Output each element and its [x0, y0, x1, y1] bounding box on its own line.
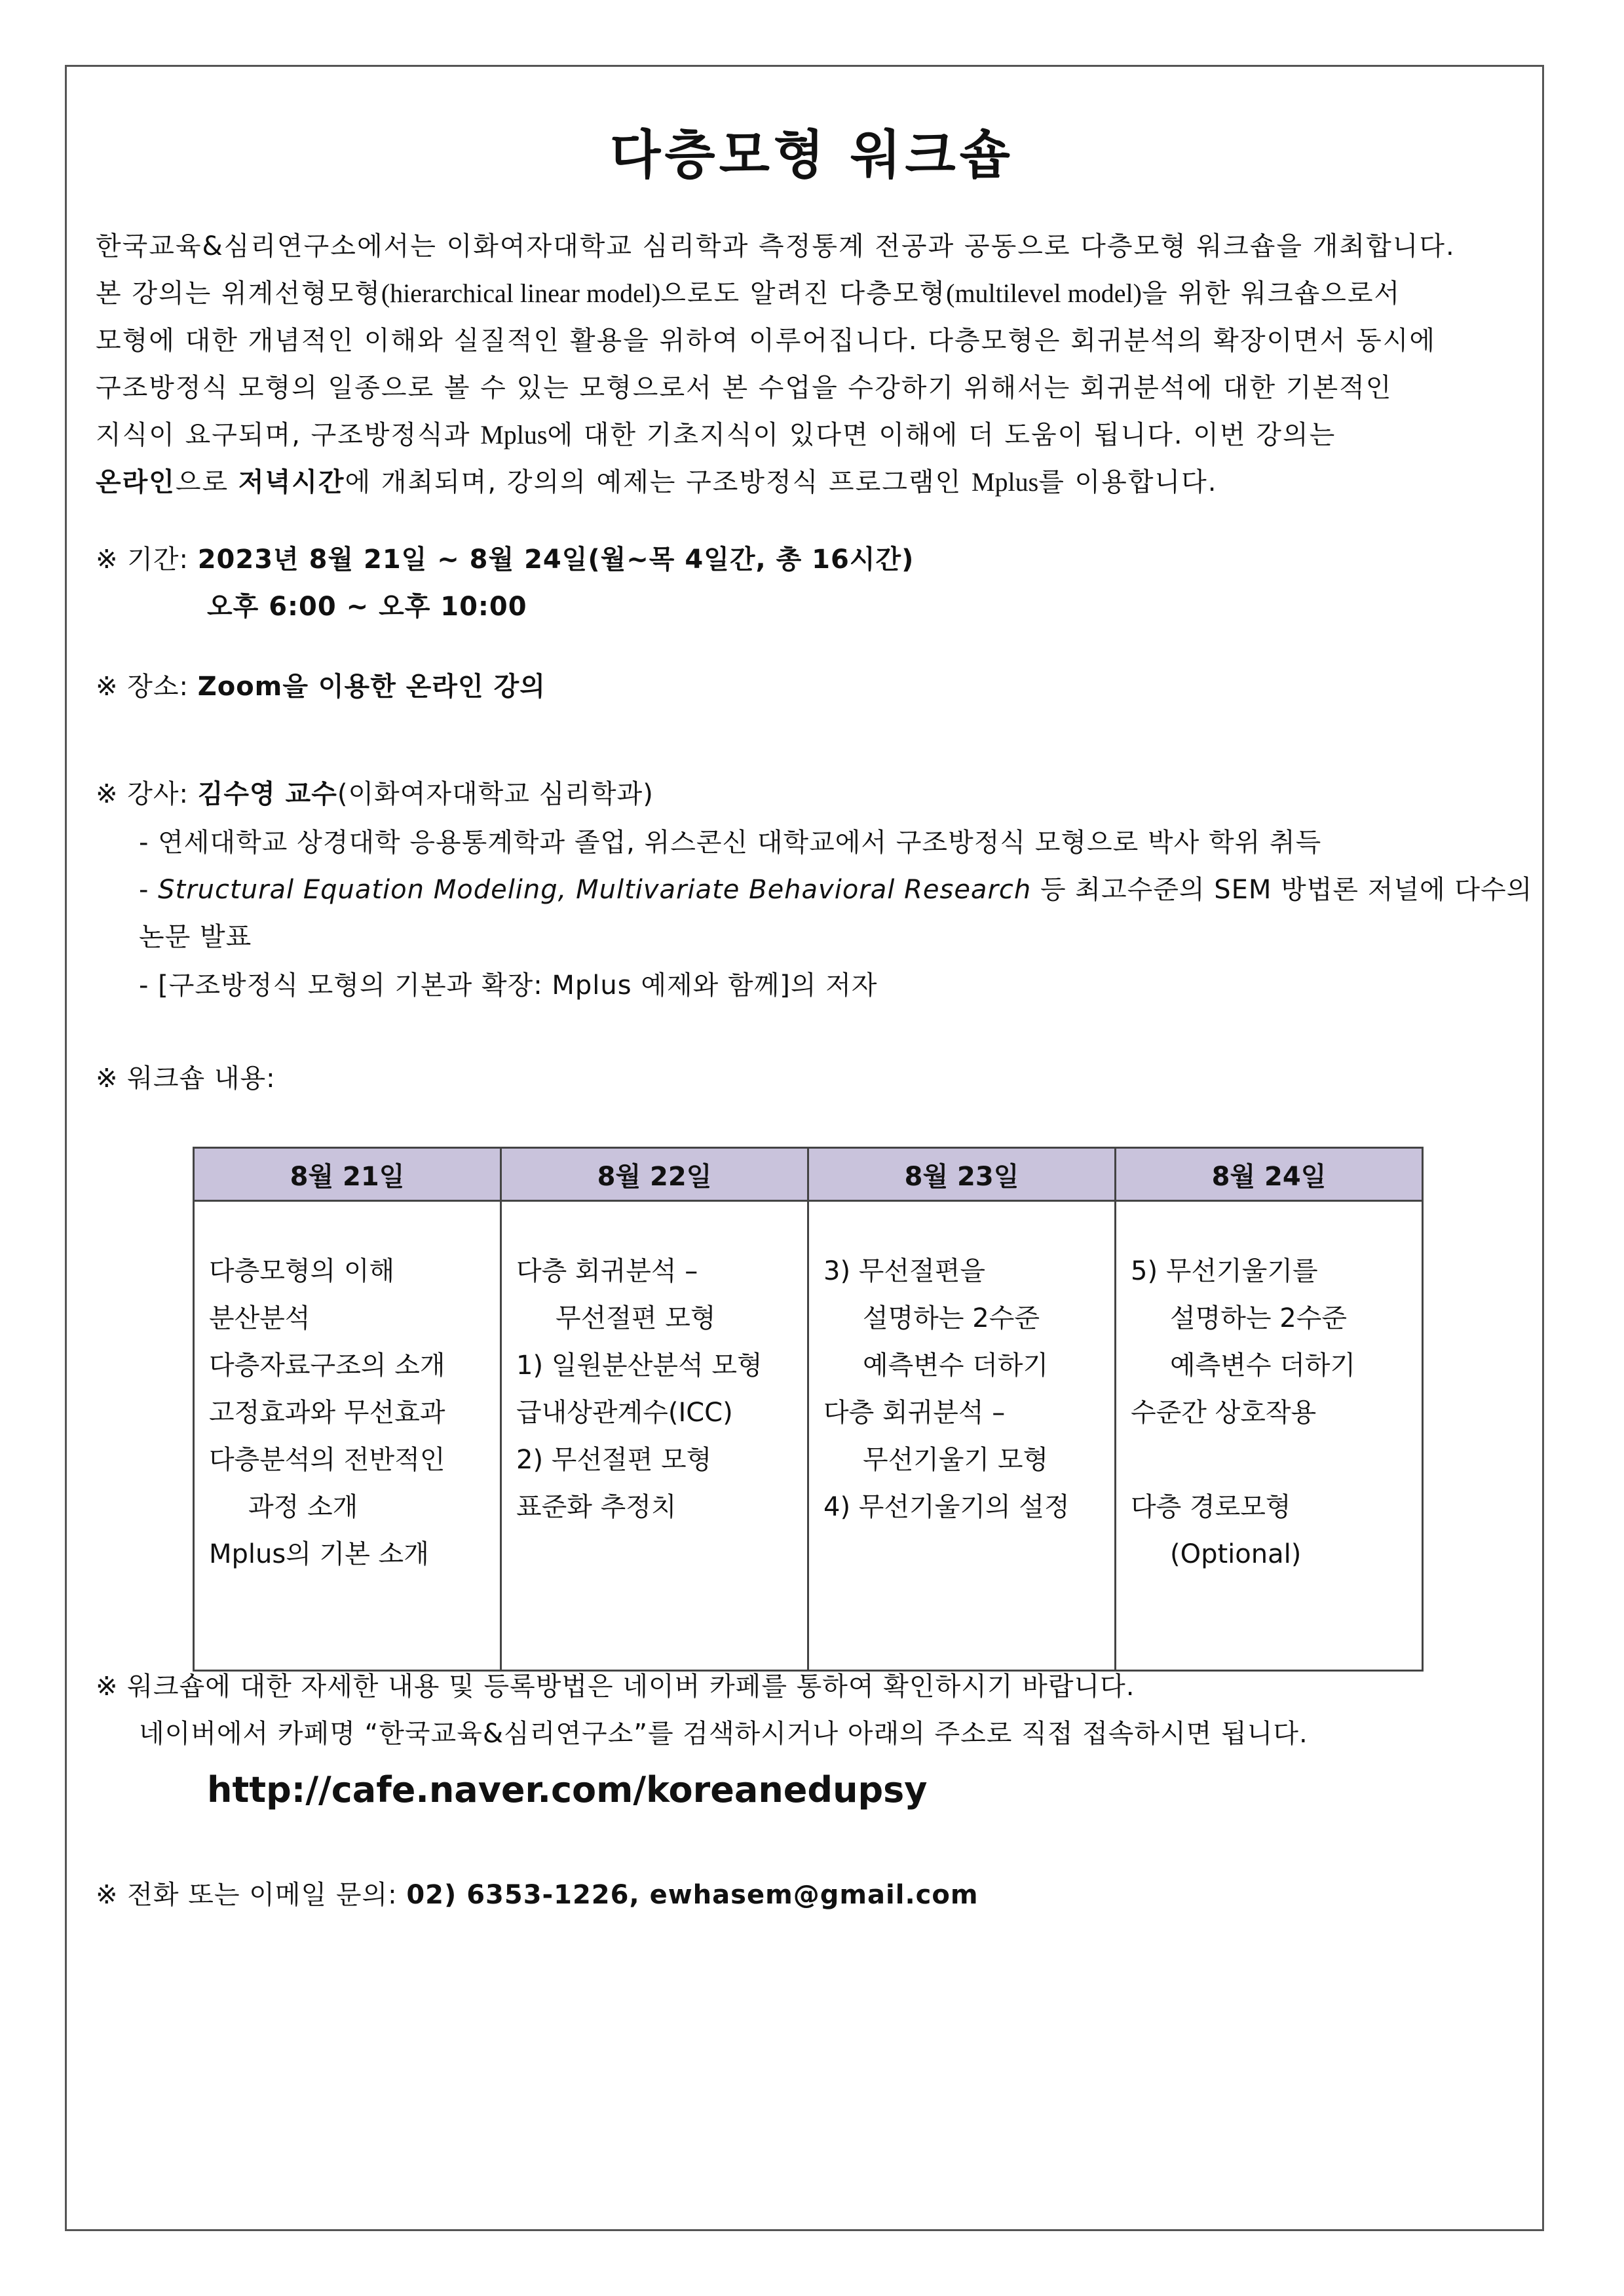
schedule-item: 예측변수 더하기 [1170, 1350, 1356, 1381]
register-search-line: 네이버에서 카페명 “한국교육&심리연구소”를 검색하시거나 아래의 주소로 직접 접속하시면 됩니다. [139, 1719, 1308, 1749]
schedule-item: 고정효과와 무선효과 [209, 1398, 445, 1428]
schedule-item: 다층분석의 전반적인 [209, 1445, 445, 1475]
period-label: ※ 기간: [96, 545, 198, 575]
instructor-bullet-2-cont: 논문 발표 [139, 922, 252, 952]
schedule-item: 4) 무선기울기의 설정 [823, 1492, 1070, 1522]
schedule-table [193, 1147, 1424, 1672]
schedule-item: 3) 무선절편을 [823, 1256, 985, 1286]
intro-line-5 [96, 411, 1524, 459]
contact-label: ※ 전화 또는 이메일 문의: [96, 1880, 407, 1910]
instructor-bullet-2 [139, 866, 1532, 913]
schedule-content-row [194, 1201, 1423, 1671]
contact-line [96, 1871, 979, 1919]
instructor-line [96, 771, 654, 818]
schedule-item: 표준화 추정치 [516, 1492, 677, 1522]
schedule-item: 다층모형의 이해 [209, 1256, 395, 1286]
bullet-dash: - [139, 875, 159, 905]
schedule-item: 1) 일원분산분석 모형 [516, 1350, 763, 1381]
intro-line-4: 구조방정식 모형의 일종으로 볼 수 있는 모형으로서 본 수업을 수강하기 위해서는 회귀분석에 대한 기본적인 [96, 373, 1393, 403]
register-info-line: ※ 워크숍에 대한 자세한 내용 및 등록방법은 네이버 카페를 통하여 확인하시기 바랍니다. [96, 1672, 1135, 1702]
place-value: Zoom을 이용한 온라인 강의 [197, 672, 546, 702]
intro-text: 을 위한 워크숍으로서 [1141, 278, 1401, 309]
schedule-cell-day3 [808, 1201, 1116, 1671]
place-label: ※ 장소: [96, 672, 198, 702]
intro-english-term: Mplus [971, 467, 1039, 497]
schedule-header-day3: 8월 23일 [808, 1148, 1116, 1201]
instructor-bullet-3: - [구조방정식 모형의 기본과 확장: Mplus 예제와 함께]의 저자 [139, 970, 878, 1001]
period-dates: 2023년 8월 21일 ~ 8월 24일(월~목 4일간, 총 16시간) [197, 545, 915, 575]
schedule-header-day1: 8월 21일 [194, 1148, 501, 1201]
schedule-item: (Optional) [1170, 1539, 1302, 1569]
period-line [96, 536, 914, 583]
intro-line-2 [96, 270, 1524, 317]
intro-line-6 [96, 459, 1524, 506]
instructor-name: 김수영 교수 [197, 779, 337, 809]
intro-text: 에 대한 기초지식이 있다면 이해에 더 도움이 됩니다. 이번 강의는 [547, 420, 1336, 450]
schedule-item: 설명하는 2수준 [863, 1303, 1040, 1333]
schedule-item: 급내상관계수(ICC) [516, 1398, 733, 1428]
schedule-item: 다층 경로모형 [1131, 1492, 1291, 1522]
period-time: 오후 6:00 ~ 오후 10:00 [207, 592, 527, 622]
schedule-item: Mplus의 기본 소개 [209, 1539, 429, 1569]
intro-paragraph [96, 223, 1524, 506]
schedule-header-day2: 8월 22일 [501, 1148, 808, 1201]
contact-value[interactable]: 02) 6353-1226, ewhasem@gmail.com [406, 1880, 979, 1910]
intro-line-3: 모형에 대한 개념적인 이해와 실질적인 활용을 위하여 이루어집니다. 다층모형은 회귀분석의 확장이면서 동시에 [96, 326, 1437, 356]
journal-names: Structural Equation Modeling, Multivariate Behavioral Research [158, 875, 1032, 905]
intro-line-1: 한국교육&심리연구소에서는 이화여자대학교 심리학과 측정통계 전공과 공동으로 다층모형 워크숍을 개최합니다. [96, 231, 1456, 261]
instructor-label: ※ 강사: [96, 779, 198, 809]
schedule-item: 다층 회귀분석 – [516, 1256, 698, 1286]
bullet-text: 등 최고수준의 SEM 방법론 저널에 다수의 [1031, 875, 1533, 905]
schedule-item: 다층 회귀분석 – [823, 1398, 1006, 1428]
schedule-item: 무선절편 모형 [556, 1303, 716, 1333]
intro-text: 본 강의는 위계선형모형 [96, 278, 381, 309]
schedule-cell-day4 [1116, 1201, 1423, 1671]
intro-text: 에 개최되며, 강의의 예제는 구조방정식 프로그램인 [345, 467, 972, 497]
schedule-item: 5) 무선기울기를 [1131, 1256, 1318, 1286]
intro-bold-evening: 저녁시간 [238, 467, 345, 497]
intro-text: 를 이용합니다. [1038, 467, 1218, 497]
intro-bold-online: 온라인 [96, 467, 176, 497]
schedule-cell-day2 [501, 1201, 808, 1671]
instructor-affiliation: (이화여자대학교 심리학과) [337, 779, 654, 809]
intro-text: 지식이 요구되며, 구조방정식과 [96, 420, 481, 450]
schedule-cell-day1 [194, 1201, 501, 1671]
intro-english-term: (multilevel model) [946, 278, 1142, 308]
schedule-item: 과정 소개 [248, 1492, 358, 1522]
schedule-item: 분산분석 [209, 1303, 311, 1333]
intro-text: 으로도 알려진 다층모형 [660, 278, 947, 309]
intro-english-term: Mplus [480, 420, 548, 450]
content-label: ※ 워크숍 내용: [96, 1063, 276, 1094]
schedule-item: 예측변수 더하기 [863, 1350, 1049, 1381]
place-line [96, 663, 546, 710]
schedule-header-row [194, 1148, 1423, 1201]
schedule-item: 무선기울기 모형 [863, 1445, 1049, 1475]
intro-text: 으로 [175, 467, 238, 497]
schedule-item: 2) 무선절편 모형 [516, 1445, 712, 1475]
cafe-url-link[interactable]: http://cafe.naver.com/koreanedupsy [207, 1769, 928, 1810]
schedule-item: 설명하는 2수준 [1170, 1303, 1348, 1333]
page-title: 다층모형 워크숍 [610, 124, 1014, 185]
schedule-item: 수준간 상호작용 [1131, 1398, 1317, 1428]
intro-english-term: (hierarchical linear model) [381, 278, 661, 308]
schedule-item: 다층자료구조의 소개 [209, 1350, 445, 1381]
instructor-bullet-1: - 연세대학교 상경대학 응용통계학과 졸업, 위스콘신 대학교에서 구조방정식 모형으로 박사 학위 취득 [139, 828, 1322, 858]
schedule-spacer [1131, 1436, 1408, 1483]
schedule-header-day4: 8월 24일 [1116, 1148, 1423, 1201]
